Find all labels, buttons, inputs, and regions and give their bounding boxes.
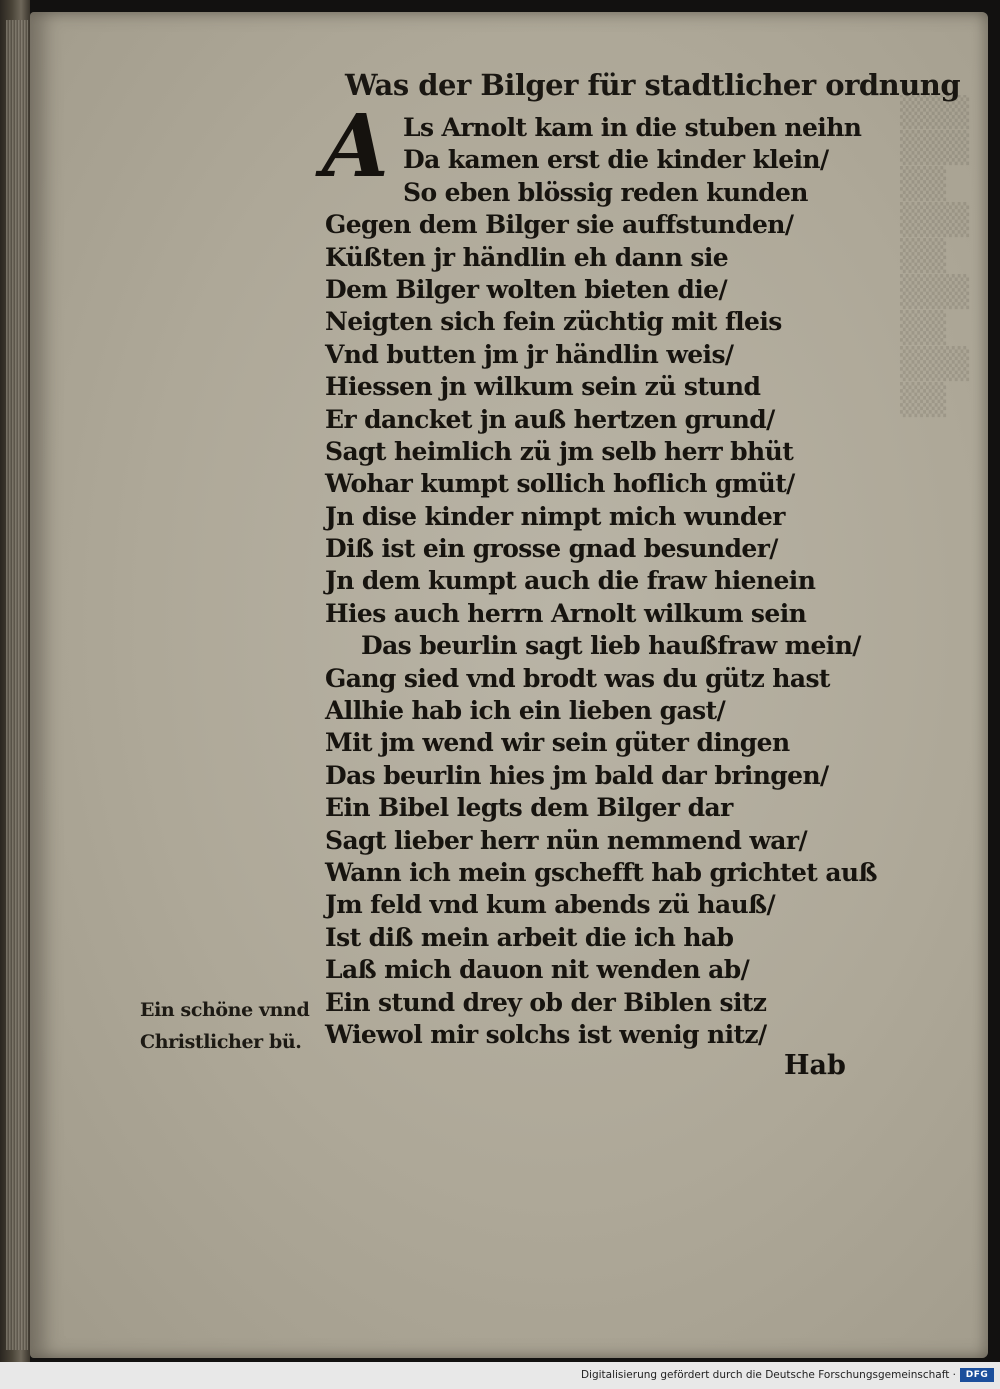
verse-line: Dem Bilger wolten bieten die/ — [325, 274, 727, 304]
verse-line: Da kamen erst die kinder klein/ — [403, 145, 829, 175]
verse-line: Gang sied vnd brodt was du gütz hast — [325, 663, 830, 693]
verse-line: Vnd butten jm jr händlin weis/ — [325, 339, 734, 369]
running-head: Was der Bilger für stadtlicher ordnung — [345, 68, 961, 102]
verse-line: Er dancket jn auß hertzen grund/ — [325, 404, 775, 434]
marginal-note-line: Ein schöne vnnd — [140, 999, 310, 1021]
verse-line: Ist diß mein arbeit die ich hab — [325, 922, 734, 952]
verse-line: Wann ich mein gschefft hab grichtet auß — [325, 857, 877, 887]
verse-line: Gegen dem Bilger sie auffstunden/ — [325, 210, 794, 240]
verse-line: Sagt heimlich zü jm selb herr bhüt — [325, 436, 794, 466]
show-through-bleed: ▒▒▒ ▒▒▒ ▒▒ ▒▒▒ ▒▒ ▒▒▒ ▒▒ ▒▒▒ ▒▒ — [900, 95, 970, 418]
verse-line: Ein stund drey ob der Biblen sitz — [325, 987, 767, 1017]
funding-credit: Digitalisierung gefördert durch die Deutsche Forschungsgemeinschaft · — [580, 1369, 956, 1381]
verse-line: Neigten sich fein züchtig mit fleis — [325, 307, 782, 337]
drop-initial: A — [322, 96, 389, 197]
marginal-note — [140, 994, 309, 1058]
verse-line: Das beurlin hies jm bald dar bringen/ — [325, 760, 829, 790]
verse-line: Jn dem kumpt auch die fraw hienein — [325, 566, 816, 596]
verse-line: So eben blössig reden kunden — [403, 177, 808, 207]
verse-line: Wohar kumpt sollich hoflich gmüt/ — [325, 469, 795, 499]
marginal-note-line: Christlicher bü. — [140, 1031, 302, 1053]
page-edges — [6, 20, 28, 1350]
verse-line: Sagt lieber herr nün nemmend war/ — [325, 825, 807, 855]
verse-line: Diß ist ein grosse gnad besunder/ — [325, 534, 778, 564]
verse-line: Hiessen jn wilkum sein zü stund — [325, 372, 761, 402]
verse-line: Allhie hab ich ein lieben gast/ — [325, 696, 726, 726]
verse-line: Jn dise kinder nimpt mich wunder — [325, 501, 785, 531]
verse-line: Ein Bibel legts dem Bilger dar — [325, 793, 733, 823]
verse-line: Hies auch herrn Arnolt wilkum sein — [325, 598, 807, 628]
verse-line: Ls Arnolt kam in die stuben neihn — [403, 113, 862, 142]
verse-line: Das beurlin sagt lieb haußfraw mein/ — [361, 631, 861, 661]
verse-line: Mit jm wend wir sein güter dingen — [325, 728, 790, 758]
verse-line: Jm feld vnd kum abends zü hauß/ — [325, 890, 776, 920]
verse-text — [325, 112, 877, 1051]
catchword: Hab — [784, 1050, 846, 1081]
verse-line: Laß mich dauon nit wenden ab/ — [325, 955, 750, 985]
footer-bar — [0, 1362, 1000, 1389]
dfg-logo: DFG — [960, 1368, 994, 1382]
verse-line: Küßten jr händlin eh dann sie — [325, 242, 729, 272]
verse-line: Wiewol mir solchs ist wenig nitz/ — [325, 1019, 767, 1049]
